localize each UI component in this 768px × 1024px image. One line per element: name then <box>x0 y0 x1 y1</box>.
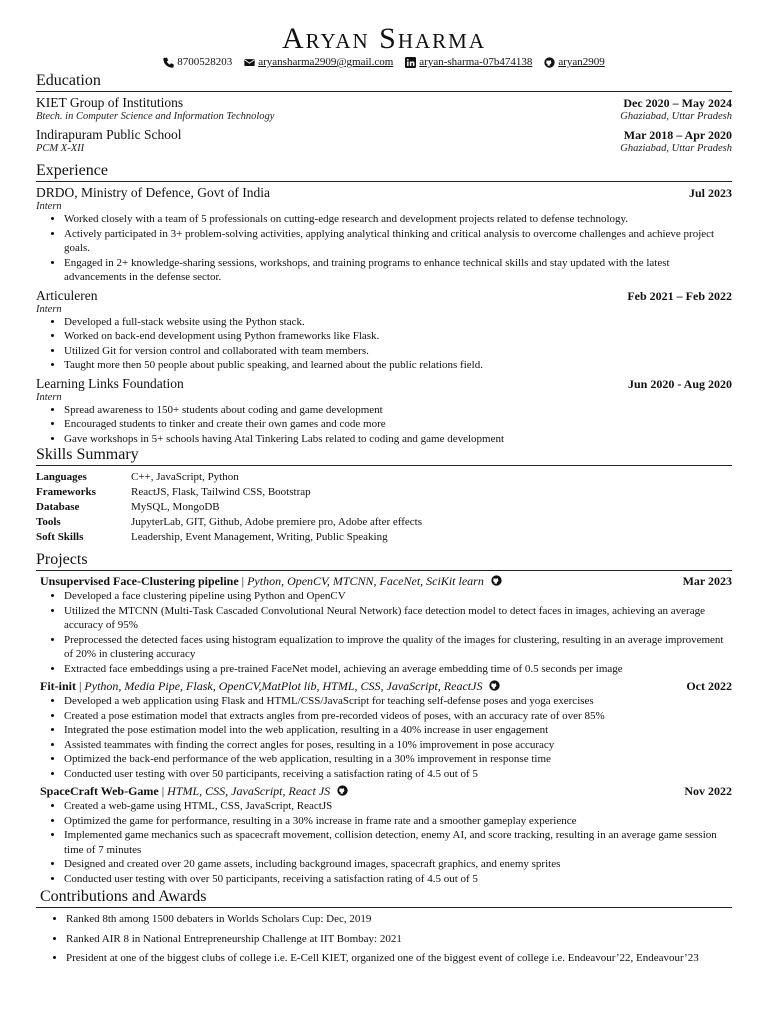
project-date: Nov 2022 <box>684 784 732 798</box>
skill-row <box>36 515 732 530</box>
list-item: • Conducted user testing with over 50 participants, receiving a satisfaction rating of 4.5 out of 5 <box>64 872 732 887</box>
list-item: • Developed a full-stack website using the Python stack. <box>64 315 732 330</box>
list-item: • Created a pose estimation model that extracts angles from pre-recorded videos of poses, with an accuracy rate of over 85% <box>64 709 732 724</box>
project-entry: Fit-init | Python, Media Pipe, Flask, OpenCV,MatPlot lib, HTML, CSS, JavaScript, ReactJS Oct 2022 • Developed a web application using Flask and HTML/CSS/JavaScript for teaching self-defense poses and yoga exercises • Created a pose estimation model that extracts angles from pre-recorded videos of poses, with an accuracy rate of over 85% • Integrated the pose estimation model into the web application, resulting in a 40% increase in user engagement • Assisted teammates with finding the correct angles for poses, resulting in a 10% improvement in pose accuracy • Optimized the back-end performance of the web application, resulting in a 30% improvement in response time • Conducted user testing with over 50 participants, receiving a satisfaction rating of 4.5 out of 5 <box>36 679 732 781</box>
role: Intern <box>36 201 62 212</box>
linkedin-link[interactable]: aryan-sharma-07b474138 <box>419 56 533 68</box>
skill-values: Leadership, Event Management, Writing, Public Speaking <box>131 531 388 543</box>
awards-list <box>36 912 732 966</box>
envelope-icon <box>244 57 255 68</box>
github-icon[interactable] <box>491 575 502 586</box>
list-item: • Developed a face clustering pipeline using Python and OpenCV <box>64 589 732 604</box>
education-entry <box>36 127 732 154</box>
phone-number: 8700528203 <box>177 56 233 68</box>
project-bullets <box>36 589 732 676</box>
company-name: DRDO, Ministry of Defence, Govt of India <box>36 185 270 200</box>
location: Ghaziabad, Uttar Pradesh <box>620 143 732 154</box>
list-item: • Conducted user testing with over 50 participants, receiving a satisfaction rating of 4.5 out of 5 <box>64 767 732 782</box>
project-date: Mar 2023 <box>682 574 732 588</box>
institution-name: KIET Group of Institutions <box>36 95 184 110</box>
skills-table <box>36 470 732 545</box>
project-entry: SpaceCraft Web-Game | HTML, CSS, JavaScript, React JS Nov 2022 • Created a web-game using HTML, CSS, JavaScript, ReactJS • Optimized the game for performance, resulting in a 30% increase in frame rate and a smoother gameplay experience • Implemented game mechanics such as spacecraft movement, collision detection, enemy AI, and score tracking, resulting in an average game session time of 7 minutes • Designed and created over 20 game assets, including background images, spacecraft graphics, and enemy sprites • Conducted user testing with over 50 participants, receiving a satisfaction rating of 4.5 out of 5 <box>36 784 732 886</box>
experience-entry <box>36 185 732 285</box>
skills-heading: Skills Summary <box>36 446 732 466</box>
github-contact[interactable] <box>544 56 604 68</box>
experience-bullets <box>36 315 732 373</box>
skill-row <box>36 530 732 545</box>
experience-heading: Experience <box>36 162 732 182</box>
list-item: • Integrated the pose estimation model into the web application, resulting in a 40% increase in user engagement <box>64 723 732 738</box>
linkedin-icon <box>405 57 416 68</box>
github-icon <box>544 57 555 68</box>
list-item: • Designed and created over 20 game assets, including background images, spacecraft graphics, and enemy sprites <box>64 857 732 872</box>
list-item: • Ranked 8th among 1500 debaters in Worlds Scholars Cup: Dec, 2019 <box>66 912 732 927</box>
project-bullets <box>36 694 732 781</box>
project-tech: Python, OpenCV, MTCNN, FaceNet, SciKit learn <box>247 574 484 588</box>
project-entry: Unsupervised Face-Clustering pipeline | Python, OpenCV, MTCNN, FaceNet, SciKit learn Mar 2023 • Developed a face clustering pipeline using Python and OpenCV • Utilized the MTCNN (Multi-Task Cascaded Convolutional Neural Network) face detection model to detect faces in images, achieving an average accuracy of 95% • Preprocessed the detected faces using histogram equalization to improve the quality of the images for clustering, resulting in an average improvement of 20% in clustering accuracy • Extracted face embeddings using a pre-trained FaceNet model, achieving an average embedding time of 0.5 seconds per image <box>36 574 732 676</box>
resume-page <box>36 0 732 971</box>
role: Intern <box>36 303 62 315</box>
skill-values: ReactJS, Flask, Tailwind CSS, Bootstrap <box>131 486 311 498</box>
list-item: • Implemented game mechanics such as spacecraft movement, collision detection, enemy AI, and score tracking, resulting in an average game session time of 7 minutes <box>64 828 732 857</box>
skill-category: Frameworks <box>36 486 96 498</box>
education-entry <box>36 95 732 122</box>
list-item: • Taught more then 50 people about public speaking, and learned about the public relations field. <box>64 358 732 373</box>
project-bullets <box>36 799 732 886</box>
list-item: • Preprocessed the detected faces using histogram equalization to improve the quality of the images for clustering, resulting in an average improvement of 20% in clustering accuracy <box>64 633 732 662</box>
list-item: • Optimized the back-end performance of the web application, resulting in a 30% improvement in response time <box>64 752 732 767</box>
project-tech: HTML, CSS, JavaScript, React JS <box>167 784 331 798</box>
projects-heading: Projects <box>36 551 732 571</box>
project-name: SpaceCraft Web-Game <box>40 784 159 798</box>
list-item: • Spread awareness to 150+ students about coding and game development <box>64 403 732 418</box>
list-item: • Engaged in 2+ knowledge-sharing sessions, workshops, and training programs to enhance technical skills and stay updated with the latest advancements in the defense sector. <box>64 256 732 285</box>
project-name: Unsupervised Face-Clustering pipeline <box>40 574 239 588</box>
phone-icon <box>163 57 174 68</box>
list-item: • Ranked AIR 8 in National Entrepreneurship Challenge at IIT Bombay: 2021 <box>66 932 732 947</box>
linkedin-contact[interactable] <box>405 56 532 68</box>
experience-date: Jun 2020 - Aug 2020 <box>627 376 732 391</box>
phone-contact[interactable] <box>163 56 232 68</box>
company-name: Learning Links Foundation <box>36 375 184 391</box>
list-item: • President at one of the biggest clubs of college i.e. E-Cell KIET, organized one of the biggest event of college i.e. Endeavour’22, Endeavour’23 <box>66 951 732 966</box>
skill-values: JupyterLab, GIT, Github, Adobe premiere pro, Adobe after effects <box>131 516 422 528</box>
experience-date: Jul 2023 <box>688 186 732 200</box>
github-icon[interactable] <box>489 680 500 691</box>
list-item: • Gave workshops in 5+ schools having Atal Tinkering Labs related to coding and game development <box>64 432 732 447</box>
company-name: Articuleren <box>36 287 98 303</box>
role: Intern <box>36 391 62 403</box>
list-item: • Worked on back-end development using Python frameworks like Flask. <box>64 329 732 344</box>
list-item: • Utilized the MTCNN (Multi-Task Cascaded Convolutional Neural Network) face detection model to detect faces in images, achieving an average accuracy of 95% <box>64 604 732 633</box>
list-item: • Assisted teammates with finding the correct angles for poses, resulting in a 10% improvement in pose accuracy <box>64 738 732 753</box>
skill-values: C++, JavaScript, Python <box>131 471 239 483</box>
experience-bullets <box>36 212 732 285</box>
list-item: • Optimized the game for performance, resulting in a 30% increase in frame rate and a smoother gameplay experience <box>64 814 732 829</box>
github-icon[interactable] <box>337 785 348 796</box>
skill-values: MySQL, MongoDB <box>131 501 220 513</box>
skill-row <box>36 470 732 485</box>
education-date: Mar 2018 – Apr 2020 <box>623 128 732 142</box>
experience-entry <box>36 288 732 373</box>
degree: Btech. in Computer Science and Information Technology <box>36 111 275 122</box>
list-item: • Created a web-game using HTML, CSS, JavaScript, ReactJS <box>64 799 732 814</box>
email-link[interactable]: aryansharma2909@gmail.com <box>258 56 394 68</box>
project-tech: Python, Media Pipe, Flask, OpenCV,MatPlot lib, HTML, CSS, JavaScript, ReactJS <box>84 679 483 693</box>
project-name: Fit-init <box>40 679 76 693</box>
education-heading: Education <box>36 72 732 92</box>
list-item: • Extracted face embeddings using a pre-trained FaceNet model, achieving an average embedding time of 0.5 seconds per image <box>64 662 732 677</box>
candidate-name: Aryan Sharma <box>281 22 487 55</box>
list-item: • Encouraged students to tinker and create their own games and code more <box>64 417 732 432</box>
experience-date: Feb 2021 – Feb 2022 <box>627 288 732 303</box>
skill-row <box>36 485 732 500</box>
list-item: • Actively participated in 3+ problem-solving activities, applying analytical thinking and critical analysis to overcome challenges and achieve project goals. <box>64 227 732 256</box>
email-contact[interactable] <box>244 56 393 68</box>
skill-category: Languages <box>36 471 87 483</box>
institution-name: Indirapuram Public School <box>36 127 182 142</box>
github-link[interactable]: aryan2909 <box>558 56 605 68</box>
skill-category: Database <box>36 501 80 513</box>
skill-category: Tools <box>36 516 61 528</box>
project-date: Oct 2022 <box>686 679 732 693</box>
location: Ghaziabad, Uttar Pradesh <box>620 111 732 122</box>
experience-entry <box>36 376 732 447</box>
experience-bullets <box>36 403 732 447</box>
awards-heading: Contributions and Awards <box>36 888 732 908</box>
degree: PCM X-XII <box>36 143 85 154</box>
skill-row <box>36 500 732 515</box>
skill-category: Soft Skills <box>36 531 84 543</box>
list-item: • Developed a web application using Flask and HTML/CSS/JavaScript for teaching self-defense poses and yoga exercises <box>64 694 732 709</box>
education-date: Dec 2020 – May 2024 <box>623 96 732 110</box>
list-item: • Worked closely with a team of 5 professionals on cutting-edge research and development projects related to defense technology. <box>64 212 732 227</box>
contact-bar <box>36 56 732 68</box>
list-item: • Utilized Git for version control and collaborated with team members. <box>64 344 732 359</box>
